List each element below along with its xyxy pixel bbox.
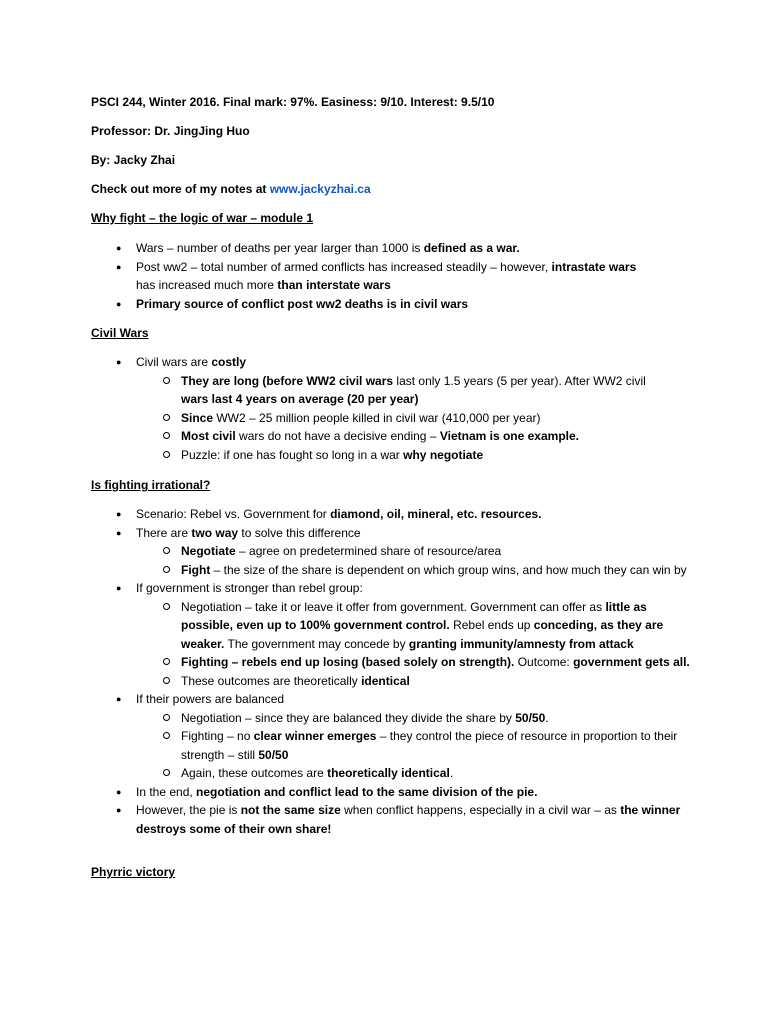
notes-link[interactable]: www.jackyzhai.ca (269, 182, 371, 196)
list-item: ● If government is stronger than rebel group: Negotiation – take it or leave it offer from government. Government can offer as little as possible, even up to 100% government control. Rebel ends up conceding, as they are weaker. The government may concede by granting immunity/amnesty from attack Fighting – rebels end up losing (based solely on strength). Outcome: government gets all. These outcomes are theoretically identical (116, 579, 690, 690)
list-item: ● Wars – number of deaths per year larger than 1000 is defined as a war. (116, 239, 690, 258)
author-line: By: Jacky Zhai (91, 153, 176, 167)
list-item: ● If their powers are balanced Negotiation – since they are balanced they divide the share by 50/50. Fighting – no clear winner emerges – they control the piece of resource in proportion to their strength – still 50/50 Again, these outcomes are theoretically identical. (116, 690, 690, 783)
list-item: ● Civil wars are costly They are long (before WW2 civil wars last only 1.5 years (5 per year). After WW2 civil wars last 4 years on average (20 per year) Since WW2 – 25 million people killed in civil war (410,000 per year) Most civil wars do not have a decisive ending – Vietnam is one example. Puzzle: if one has fought so long in a war why negotiate (116, 353, 690, 464)
sub-list-item: Fighting – rebels end up losing (based solely on strength). Outcome: government gets all. (136, 653, 690, 672)
notes-prefix: Check out more of my notes at (91, 182, 270, 196)
list-item: ● There are two way to solve this difference Negotiate – agree on predetermined share of resource/area Fight – the size of the share is dependent on which group wins, and how much they can win by (116, 524, 690, 580)
course-info: PSCI 244, Winter 2016. Final mark: 97%. Easiness: 9/10. Interest: 9.5/10 (91, 95, 495, 109)
sub-list-item: Again, these outcomes are theoretically identical. (136, 764, 690, 783)
why-fight-list (116, 239, 690, 313)
sub-list-item: They are long (before WW2 civil wars last only 1.5 years (5 per year). After WW2 civil wars last 4 years on average (20 per year) (136, 372, 690, 409)
civil-wars-list (116, 353, 690, 464)
list-item: ● In the end, negotiation and conflict lead to the same division of the pie. (116, 783, 690, 802)
heading-irrational: Is fighting irrational? (91, 478, 211, 492)
sub-list-item: Puzzle: if one has fought so long in a war why negotiate (136, 446, 690, 465)
sub-list-item: Since WW2 – 25 million people killed in civil war (410,000 per year) (136, 409, 690, 428)
list-item: ● Primary source of conflict post ww2 deaths is in civil wars (116, 295, 690, 314)
heading-why-fight: Why fight – the logic of war – module 1 (91, 211, 314, 225)
professor-line: Professor: Dr. JingJing Huo (91, 124, 250, 138)
heading-pyrrhic-victory: Phyrric victory (91, 865, 176, 879)
sub-list-item: Negotiation – since they are balanced they divide the share by 50/50. (136, 709, 690, 728)
heading-civil-wars: Civil Wars (91, 326, 149, 340)
sub-list-item: These outcomes are theoretically identical (136, 672, 690, 691)
sub-list-item: Fighting – no clear winner emerges – they control the piece of resource in proportion to their strength – still 50/50 (136, 727, 690, 764)
sub-list-item: Negotiation – take it or leave it offer from government. Government can offer as little as possible, even up to 100% government control. Rebel ends up conceding, as they are weaker. The government may concede by granting immunity/amnesty from attack (136, 598, 690, 654)
list-item: ● However, the pie is not the same size when conflict happens, especially in a civil war – as the winner destroys some of their own share! (116, 801, 690, 838)
notes-line (91, 180, 708, 199)
sub-list-item: Most civil wars do not have a decisive ending – Vietnam is one example. (136, 427, 690, 446)
list-item: ● Post ww2 – total number of armed conflicts has increased steadily – however, intrastate wars has increased much more than interstate wars (116, 258, 690, 295)
irrational-list (116, 505, 690, 838)
sub-list-item: Negotiate – agree on predetermined share of resource/area (136, 542, 690, 561)
list-item: ● Scenario: Rebel vs. Government for diamond, oil, mineral, etc. resources. (116, 505, 690, 524)
sub-list-item: Fight – the size of the share is dependent on which group wins, and how much they can win by (136, 561, 690, 580)
